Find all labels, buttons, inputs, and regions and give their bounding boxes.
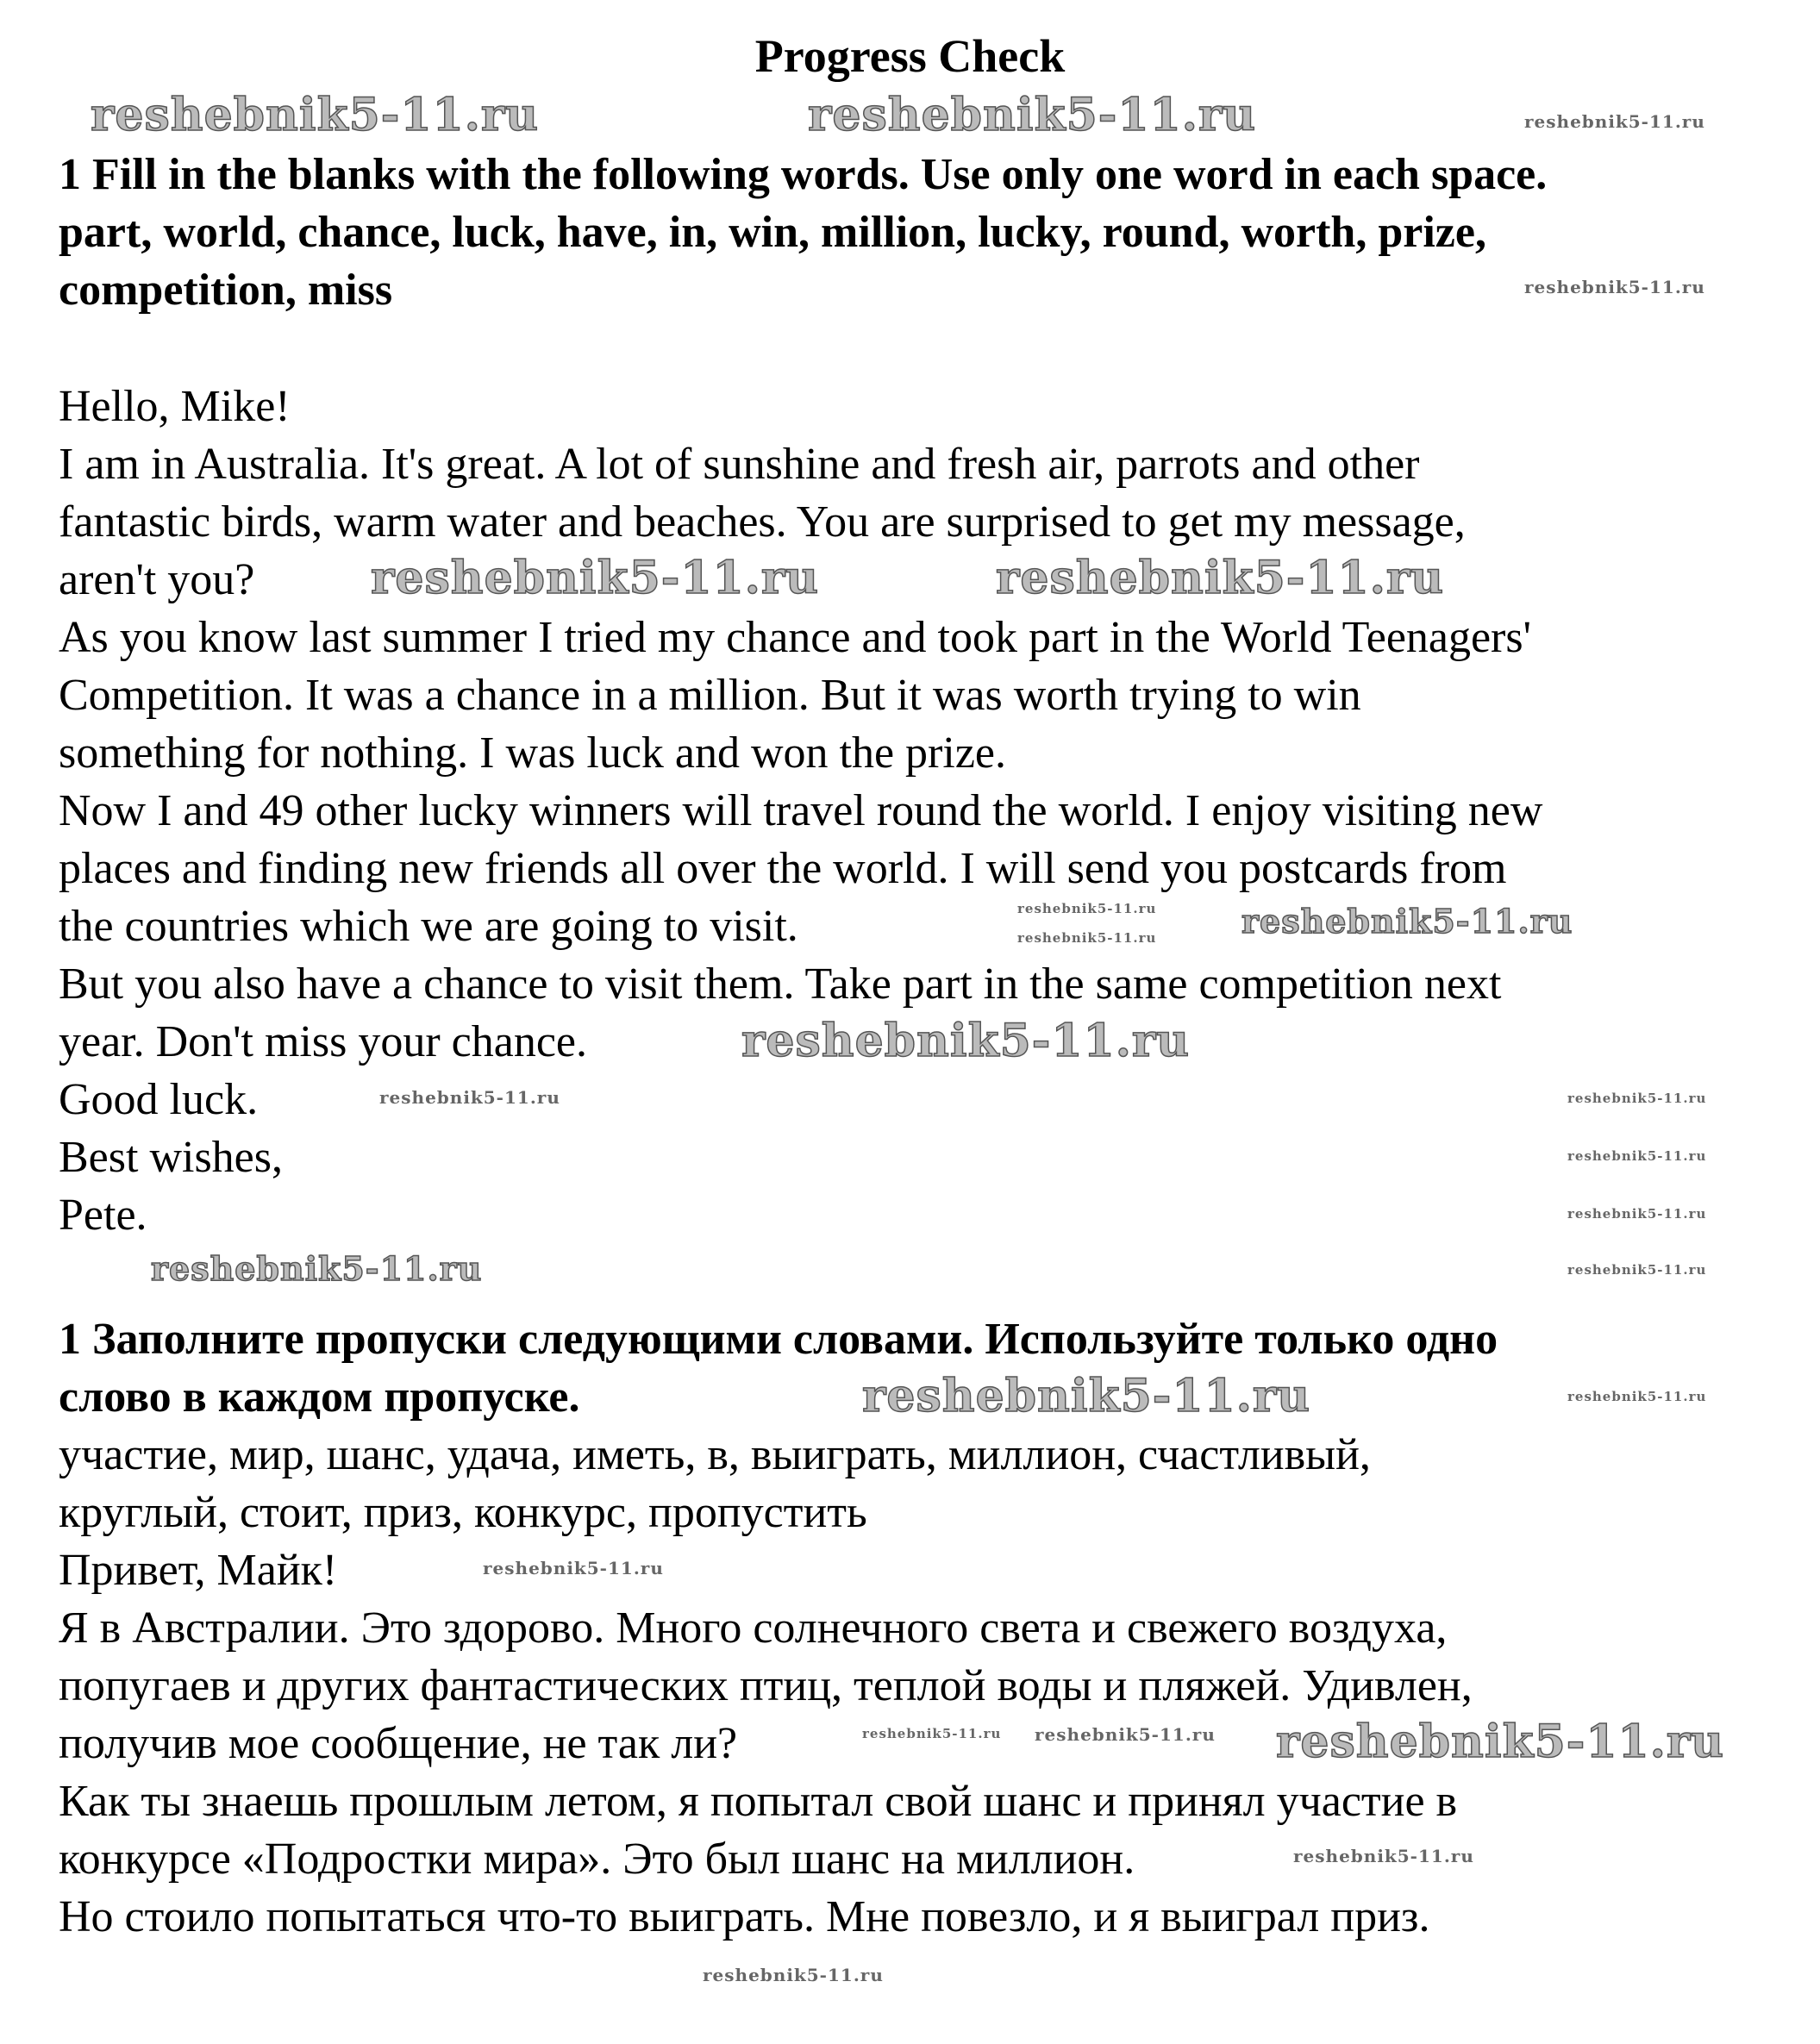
heading-line: 1 Заполните пропуски следующими словами. Используйте только одно — [59, 1315, 1498, 1364]
text-line: Привет, Майк! — [59, 1546, 338, 1595]
watermark: reshebnik5-11.ru — [1567, 1091, 1707, 1106]
watermark: reshebnik5-11.ru — [1524, 111, 1705, 132]
watermark: reshebnik5-11.ru — [1524, 277, 1705, 297]
page-title: Progress Check — [754, 30, 1066, 82]
watermark: reshebnik5-11.ru — [1035, 1724, 1216, 1745]
watermark: reshebnik5-11.ru — [703, 1965, 884, 1985]
text-line: Как ты знаешь прошлым летом, я попытал свой шанс и принял участие в — [59, 1777, 1458, 1826]
text-line: получив мое сообщение, не так ли? — [59, 1719, 738, 1768]
text-line: Но стоило попытаться что-то выиграть. Мне повезло, и я выиграл приз. — [59, 1892, 1430, 1941]
text-line: участие, мир, шанс, удача, иметь, в, выиграть, миллион, счастливый, — [59, 1430, 1371, 1479]
text-line: Competition. It was a chance in a million. But it was worth trying to win — [59, 671, 1361, 720]
text-line: Good luck. — [59, 1075, 259, 1124]
heading-line: competition, miss — [59, 266, 393, 315]
heading-line: part, world, chance, luck, have, in, win, million, lucky, round, worth, prize, — [59, 208, 1486, 257]
text-line: Я в Австралии. Это здорово. Много солнечного света и свежего воздуха, — [59, 1603, 1448, 1653]
text-line: the countries which we are going to visit. — [59, 902, 798, 951]
text-line: something for nothing. I was luck and won the prize. — [59, 728, 1006, 778]
heading-line: слово в каждом пропуске. — [59, 1372, 580, 1422]
watermark: reshebnik5-11.ru — [151, 1249, 483, 1288]
text-line: I am in Australia. It's great. A lot of sunshine and fresh air, parrots and other — [59, 440, 1420, 489]
text-line: конкурсе «Подростки мира». Это был шанс на миллион. — [59, 1835, 1135, 1884]
watermark: reshebnik5-11.ru — [1567, 1206, 1707, 1222]
watermark: reshebnik5-11.ru — [1567, 1148, 1707, 1164]
watermark: reshebnik5-11.ru — [1293, 1846, 1474, 1866]
text-line: Best wishes, — [59, 1133, 283, 1182]
watermark: reshebnik5-11.ru — [483, 1558, 664, 1578]
watermark: reshebnik5-11.ru — [1276, 1716, 1725, 1768]
text-line: As you know last summer I tried my chance and took part in the World Teenagers' — [59, 613, 1531, 662]
watermark: reshebnik5-11.ru — [862, 1726, 1002, 1741]
text-line: places and finding new friends all over the world. I will send you postcards from — [59, 844, 1507, 893]
watermark: reshebnik5-11.ru — [379, 1087, 560, 1108]
text-line: Hello, Mike! — [59, 382, 291, 431]
watermark: reshebnik5-11.ru — [91, 89, 540, 141]
text-line: круглый, стоит, приз, конкурс, пропустить — [59, 1488, 867, 1537]
watermark: reshebnik5-11.ru — [1017, 930, 1157, 946]
text-line: Now I and 49 other lucky winners will travel round the world. I enjoy visiting new — [59, 786, 1543, 835]
text-line: year. Don't miss your chance. — [59, 1017, 587, 1066]
watermark: reshebnik5-11.ru — [996, 552, 1445, 604]
watermark: reshebnik5-11.ru — [1017, 901, 1157, 916]
text-line: But you also have a chance to visit them. Take part in the same competition next — [59, 959, 1502, 1009]
watermark: reshebnik5-11.ru — [1241, 902, 1573, 941]
text-line: Pete. — [59, 1191, 147, 1240]
heading-line: 1 Fill in the blanks with the following words. Use only one word in each space. — [59, 150, 1548, 199]
text-line: попугаев и других фантастических птиц, теплой воды и пляжей. Удивлен, — [59, 1661, 1473, 1710]
text-line: fantastic birds, warm water and beaches. You are surprised to get my message, — [59, 497, 1466, 547]
text-line: aren't you? — [59, 555, 255, 604]
watermark: reshebnik5-11.ru — [371, 552, 820, 604]
watermark: reshebnik5-11.ru — [808, 89, 1257, 141]
watermark: reshebnik5-11.ru — [862, 1370, 1311, 1422]
watermark: reshebnik5-11.ru — [1567, 1262, 1707, 1278]
watermark: reshebnik5-11.ru — [1567, 1389, 1707, 1404]
watermark: reshebnik5-11.ru — [741, 1015, 1191, 1067]
